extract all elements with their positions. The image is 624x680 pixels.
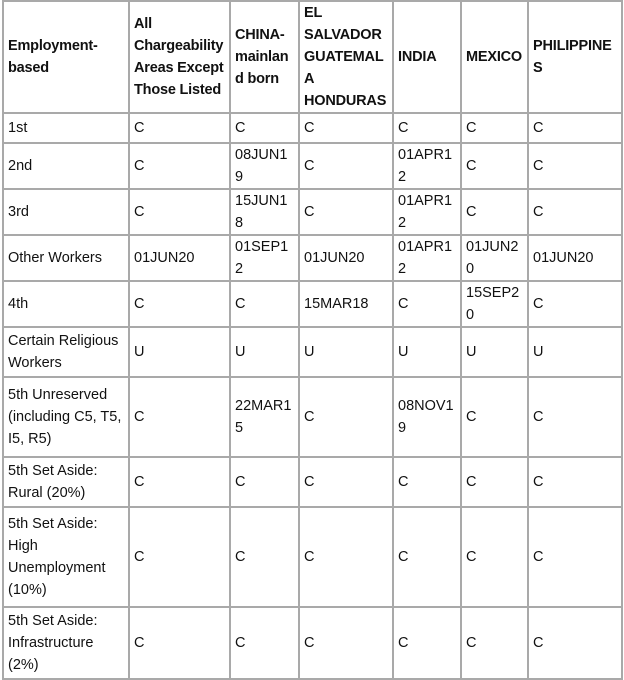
cell-el-salvador: C xyxy=(299,507,393,607)
cell-india: C xyxy=(393,457,461,507)
cell-philippines: C xyxy=(528,113,622,143)
cell-el-salvador: 01JUN20 xyxy=(299,235,393,281)
cell-all-chargeability: U xyxy=(129,327,230,377)
cell-india: 08NOV19 xyxy=(393,377,461,457)
cell-mexico: U xyxy=(461,327,528,377)
cell-mexico: C xyxy=(461,377,528,457)
cell-all-chargeability: C xyxy=(129,507,230,607)
row-category: 1st xyxy=(3,113,129,143)
cell-el-salvador: C xyxy=(299,457,393,507)
cell-philippines: C xyxy=(528,457,622,507)
header-row xyxy=(3,1,622,113)
header-mexico: MEXICO xyxy=(461,1,528,113)
table-row-other-workers xyxy=(3,235,622,281)
cell-philippines: C xyxy=(528,281,622,327)
employment-based-dates-table xyxy=(2,0,623,680)
cell-india: C xyxy=(393,607,461,679)
cell-china: 01SEP12 xyxy=(230,235,299,281)
cell-philippines: C xyxy=(528,143,622,189)
cell-philippines: C xyxy=(528,377,622,457)
cell-philippines: C xyxy=(528,607,622,679)
cell-all-chargeability: C xyxy=(129,607,230,679)
row-category: 5th Set Aside: Rural (20%) xyxy=(3,457,129,507)
table-row-3rd xyxy=(3,189,622,235)
cell-mexico: C xyxy=(461,189,528,235)
table-row-4th xyxy=(3,281,622,327)
row-category: 5th Set Aside: Infrastructure (2%) xyxy=(3,607,129,679)
cell-india: 01APR12 xyxy=(393,189,461,235)
cell-india: U xyxy=(393,327,461,377)
cell-mexico: C xyxy=(461,507,528,607)
cell-india: C xyxy=(393,113,461,143)
cell-philippines: C xyxy=(528,189,622,235)
row-category: 5th Set Aside: High Unemployment (10%) xyxy=(3,507,129,607)
table-row-5th-unreserved xyxy=(3,377,622,457)
cell-mexico: C xyxy=(461,143,528,189)
header-employment-based: Employment-based xyxy=(3,1,129,113)
cell-el-salvador: C xyxy=(299,113,393,143)
cell-el-salvador: C xyxy=(299,143,393,189)
header-el-salvador-guatemala-honduras: EL SALVADOR GUATEMALA HONDURAS xyxy=(299,1,393,113)
cell-all-chargeability: C xyxy=(129,457,230,507)
table-row-2nd xyxy=(3,143,622,189)
table-row-5th-set-aside-rural xyxy=(3,457,622,507)
cell-mexico: C xyxy=(461,113,528,143)
cell-china: C xyxy=(230,113,299,143)
cell-philippines: 01JUN20 xyxy=(528,235,622,281)
cell-india: 01APR12 xyxy=(393,143,461,189)
cell-mexico: 01JUN20 xyxy=(461,235,528,281)
table-row-5th-set-aside-infrastructure xyxy=(3,607,622,679)
header-philippines: PHILIPPINES xyxy=(528,1,622,113)
row-category: 3rd xyxy=(3,189,129,235)
cell-china: 08JUN19 xyxy=(230,143,299,189)
cell-all-chargeability: C xyxy=(129,377,230,457)
cell-philippines: C xyxy=(528,507,622,607)
row-category: 4th xyxy=(3,281,129,327)
cell-mexico: C xyxy=(461,607,528,679)
cell-india: C xyxy=(393,507,461,607)
row-category: Other Workers xyxy=(3,235,129,281)
cell-china: C xyxy=(230,281,299,327)
cell-el-salvador: 15MAR18 xyxy=(299,281,393,327)
cell-el-salvador: U xyxy=(299,327,393,377)
row-category: 5th Unreserved (including C5, T5, I5, R5) xyxy=(3,377,129,457)
cell-china: C xyxy=(230,457,299,507)
header-all-chargeability: All Chargeability Areas Except Those Listed xyxy=(129,1,230,113)
cell-philippines: U xyxy=(528,327,622,377)
table-row-5th-set-aside-high-unemployment xyxy=(3,507,622,607)
cell-all-chargeability: C xyxy=(129,281,230,327)
cell-india: 01APR12 xyxy=(393,235,461,281)
cell-china: C xyxy=(230,607,299,679)
cell-el-salvador: C xyxy=(299,607,393,679)
cell-china: C xyxy=(230,507,299,607)
row-category: 2nd xyxy=(3,143,129,189)
cell-india: C xyxy=(393,281,461,327)
cell-el-salvador: C xyxy=(299,377,393,457)
cell-all-chargeability: C xyxy=(129,189,230,235)
cell-mexico: C xyxy=(461,457,528,507)
header-india: INDIA xyxy=(393,1,461,113)
cell-china: 15JUN18 xyxy=(230,189,299,235)
cell-china: U xyxy=(230,327,299,377)
cell-china: 22MAR15 xyxy=(230,377,299,457)
table-row-1st xyxy=(3,113,622,143)
cell-all-chargeability: 01JUN20 xyxy=(129,235,230,281)
cell-el-salvador: C xyxy=(299,189,393,235)
row-category: Certain Religious Workers xyxy=(3,327,129,377)
cell-all-chargeability: C xyxy=(129,143,230,189)
header-china: CHINA-mainland born xyxy=(230,1,299,113)
cell-all-chargeability: C xyxy=(129,113,230,143)
cell-mexico: 15SEP20 xyxy=(461,281,528,327)
table-row-certain-religious-workers xyxy=(3,327,622,377)
